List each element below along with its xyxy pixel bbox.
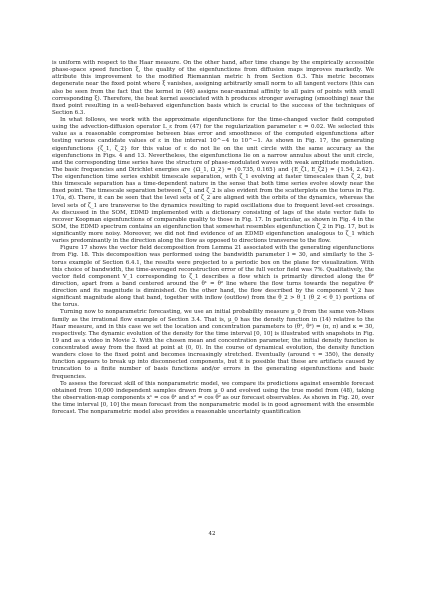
paragraph: Turning now to nonparametric forecasting, we use an initial probability measure μ_0 from the same von-Mises family as the irrational flow example of Section 3.4. That is, μ_0 has the density function in (14) relative to the Haar measure, and in this case we set the location and concentration parameters to (θ¹, θ²) = (π, π) and κ = 30, respectively. The dynamic evolution of the density for the time interval [0, 10] is illustrated with snapshots in Fig. 19 and as a video in Movie 2. With the chosen mean and concentration parameter, the initial density function is concentrated away from the fixed at point at (0, 0). In the course of dynamical evolution, the density function wanders close to the fixed point and becomes increasingly stretched. Eventually (around τ = 350), the density function appears to break up into disconnected components, but it is possible that these are artifacts caused by truncation to a finite number of basis functions and/or errors in the generating eigenfunctions and basic frequencies. [52,309,374,380]
body-text [52,60,374,416]
paragraph: In what follows, we work with the approximate eigenfunctions for the time-changed vector field computed using the advection-diffusion operator L_ε from (47) for the regularization parameter ε = 0.02. We selected this value as a reasonable compromise between bias error and smoothness of the computed eigenfunctions after testing various candidate values of ε in the interval 10^−4 to 10^−1. As shown in Fig. 17, the generating eigenfunctions {ζ_1, ζ_2} for this value of ε do not lie on the unit circle with the same accuracy as the eigenfunctions in Figs. 4 and 13. Nevertheless, the eigenfunctions lie on a narrow annulus about the unit circle, and the corresponding time series have the structure of phase-modulated waves with weak amplitude modulation. The basic frequencies and Dirichlet energies are {Ω_1, Ω_2} = {0.735, 0.165} and {E_ζ1, E_ζ2} = {1.54, 2.42}. The eigenfunction time series exhibit timescale separation, with ζ_1 evolving at faster timescales than ζ_2, but this timescale separation has a time-dependent nature in the sense that both time series evolve slowly near the fixed point. The timescale separation between ζ_1 and ζ_2 is also evident from the scatterplots on the torus in Fig. 17(a, d). There, it can be seen that the level sets of ζ_2 are aligned with the orbits of the dynamics, whereas the level sets of ζ_1 are transverse to the dynamics resulting to rapid oscillations due to frequent level-set crossings. As discussed in the SOM, EDMD implemented with a dictionary consisting of lags of the state vector fails to recover Koopman eigenfunctions of comparable quality to those in Fig. 17. In particular, as shown in Fig. 4 in the SOM, the EDMD spectrum contains an eigenfunction that somewhat resembles eigenfunction ζ_2 in Fig. 17, but is significantly more noisy. Moreover, we did not find evidence of an EDMD eigenfunction analogous to ζ_1 which varies predominantly in the direction along the flow as opposed to directions transverse to the flow. [52,117,374,245]
paragraph: is uniform with respect to the Haar measure. On the other hand, after time change by the empirically accessible phase-space speed function ξ, the quality of the eigenfunctions from diffusion maps improves markedly. We attribute this improvement to the modified Riemannian metric h from Section 6.3. This metric becomes degenerate near the fixed point where ξ vanishes, assigning arbitrarily small norm to all tangent vectors (this can also be seen from the fact that the kernel in (46) assigns near-maximal affinity to all pairs of points with small corresponding ξ). Therefore, the heat kernel associated with h produces stronger averaging (smoothing) near the fixed point resulting in a well-behaved eigenfunction basis which is crucial to the success of the techniques of Section 6.3. [52,60,374,116]
page-number: 42 [208,531,216,537]
paragraph: To assess the forecast skill of this nonparametric model, we compare its predictions against ensemble forecast obtained from 10,000 independent samples drawn from μ_0 and evolved using the true model from (48), taking the observation-map components x¹ = cos θ¹ and x² = cos θ² as our forecast observables. As shown in Fig. 20, over the time interval [0, 10] the mean forecast from the nonparametric model is in good agreement with the ensemble forecast. The nonparametric model also provides a reasonable uncertainty quantification [52,380,374,416]
paragraph: Figure 17 shows the vector field decomposition from Lemma 21 associated with the generating eigenfunctions from Fig. 18. This decomposition was performed using the bandwidth parameter l = 30, and similarly to the 3-torus example of Section 6.4.1, the results were projected to a periodic box on the plane for visualization. With this choice of bandwidth, the time-averaged reconstruction error of the full vector field was 7%. Qualitatively, the vector field component V_1 corresponding to ζ_1 describes a flow which is primarily directed along the θ² direction, apart from a band centered around the θ¹ = θ² line where the flow turns towards the negative θ¹ direction and its magnitude is diminished. On the other hand, the flow described by the component V_2 has significant magnitude along that band, together with inflow (outflow) from the θ_2 > θ_1 (θ_2 < θ_1) portions of the torus. [52,245,374,309]
